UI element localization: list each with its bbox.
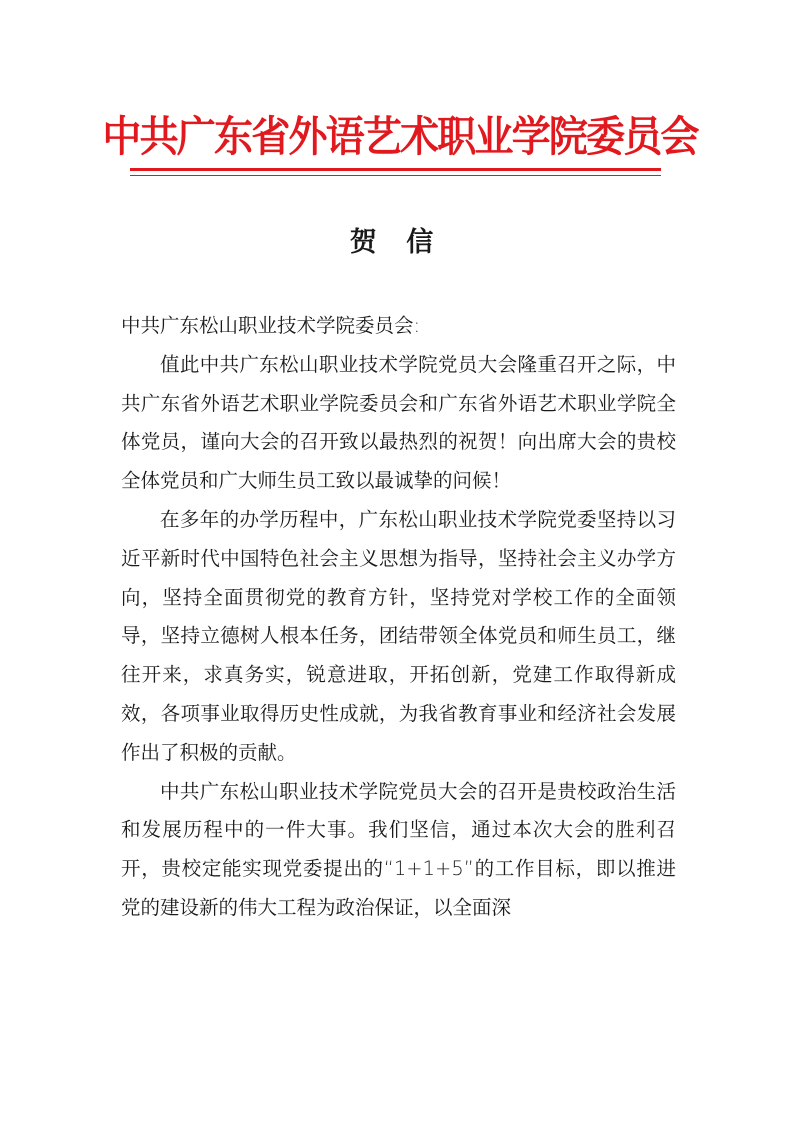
paragraph-achievements: 在多年的办学历程中，广东松山职业技术学院党委坚持以习近平新时代中国特色社会主义思想为指导，坚持社会主义办学方向，坚持全面贯彻党的教育方针，坚持党对学校工作的全面领导，坚持立德树人根本任务，团结带领全体党员和师生员工，继往开来，求真务实，锐意进取，开拓创新，党建工作取得新成效，各项事业取得历史性成就，为我省教育事业和经济社会发展作出了积极的贡献。 [121,507,676,764]
paragraph-congratulations: 值此中共广东松山职业技术学院党员大会隆重召开之际，中共广东省外语艺术职业学院委员会和广东省外语艺术职业学院全体党员，谨向大会的召开致以最热烈的祝贺！向出席大会的贵校全体党员和广大师生员工致以最诚挚的问候！ [121,352,676,493]
letter-body [121,307,676,928]
salutation: 中共广东松山职业技术学院委员会: [121,314,421,337]
letterhead-divider-thick [130,168,661,171]
paragraph-expectations: 中共广东松山职业技术学院党员大会的召开是贵校政治生活和发展历程中的一件大事。我们坚信，通过本次大会的胜利召开，贵校定能实现党委提出的“1+1+5”的工作目标，即以推进党的建设新的伟大工程为政治保证，以全面深 [121,779,676,919]
letterhead-divider-thin [130,175,661,176]
letterhead [102,104,698,164]
letterhead-org-name: 中共广东省外语艺术职业学院委员会 [102,112,698,161]
document-title: 贺 信 [349,227,444,258]
